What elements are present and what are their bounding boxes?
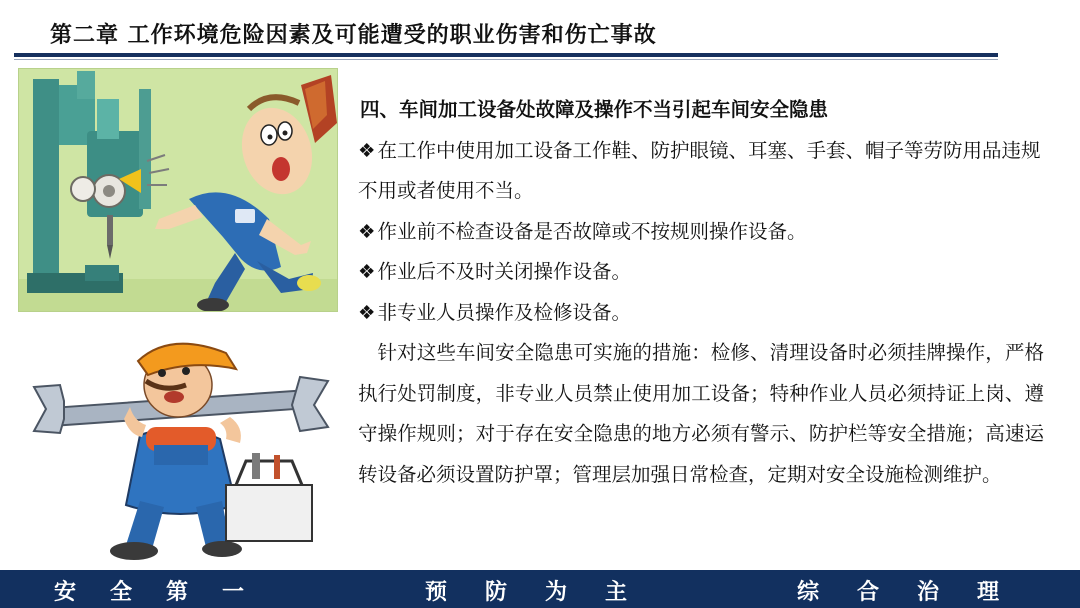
diamond-bullet-icon: ❖ — [358, 260, 376, 283]
bullet-item — [358, 252, 1044, 293]
machine-accident-illustration — [18, 68, 338, 312]
title-bar — [0, 0, 1080, 62]
slogan-comprehensive-governance: 综合治理 — [797, 580, 1038, 605]
bullet-text: 作业前不检查设备是否故障或不按规则操作设备。 — [377, 219, 807, 243]
content-panel — [358, 90, 1044, 495]
slogan-safety-first: 安全第一 — [54, 580, 279, 605]
bullet-item — [358, 293, 1044, 334]
title-rule-thin — [14, 59, 998, 60]
diamond-bullet-icon: ❖ — [358, 219, 376, 243]
slogan-bar — [0, 570, 1080, 608]
diamond-bullet-icon: ❖ — [358, 138, 376, 162]
bullet-text: 非专业人员操作及检修设备。 — [377, 300, 631, 324]
bullet-text: 作业后不及时关闭操作设备。 — [377, 260, 631, 283]
slogan-prevention-first: 预防为主 — [425, 580, 666, 605]
bullet-item — [358, 131, 1044, 212]
bullet-item — [358, 212, 1044, 253]
measures-paragraph: 针对这些车间安全隐患可实施的措施：检修、清理设备时必须挂牌操作，严格执行处罚制度，非专业人员禁止使用加工设备；特种作业人员必须持证上岗、遵守操作规则；对于存在安全隐患的地方必须有警示、防护栏等安全措施；高速运转设备必须设置防护罩；管理层加强日常检查，定期对安全设施检测维护。 — [358, 341, 1044, 486]
title-rule-thick — [14, 53, 998, 57]
diamond-bullet-icon: ❖ — [358, 300, 376, 324]
page-title: 第二章 工作环境危险因素及可能遭受的职业伤害和伤亡事故 — [50, 23, 657, 48]
section-heading: 四、车间加工设备处故障及操作不当引起车间安全隐患 — [360, 98, 829, 121]
bullet-text: 在工作中使用加工设备工作鞋、防护眼镜、耳塞、手套、帽子等劳防用品违规不用或者使用不当。 — [358, 138, 1041, 202]
mechanic-with-wrench-illustration — [30, 335, 330, 565]
